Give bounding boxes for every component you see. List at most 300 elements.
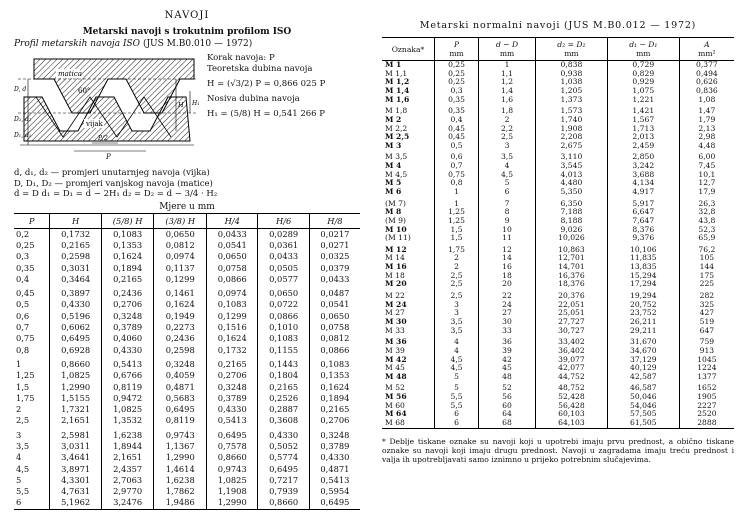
table-cell: 0,9472	[101, 393, 154, 404]
table-cell: 16,376	[535, 272, 607, 281]
table-cell: 0,0541	[207, 240, 258, 251]
column-header: (3/8) H	[154, 213, 207, 228]
table-cell: 18,376	[535, 280, 607, 289]
table-cell: 26,211	[607, 318, 679, 327]
header-unit: mm²	[698, 49, 716, 58]
table-cell: 0,0217	[309, 228, 360, 240]
table-cell: 0,2	[16, 228, 30, 239]
table-cell: 4,134	[607, 179, 679, 188]
matica-label: matica	[58, 70, 82, 78]
thread-designation: M 27	[385, 308, 405, 318]
table-cell: 2	[16, 404, 22, 415]
table-cell: 15,294	[607, 272, 679, 281]
table-cell: 20	[479, 280, 536, 289]
thread-designation: M 36	[385, 337, 407, 347]
table-cell: 0,6928	[50, 344, 101, 355]
table-cell: 2,5981	[50, 427, 101, 441]
table-cell: 0,2887	[258, 404, 309, 415]
header-top: d₂ = D₂	[557, 40, 586, 49]
table-cell: 0,1010	[258, 322, 309, 333]
table-cell: 0,6495	[50, 333, 101, 344]
table-cell: 0,0541	[309, 299, 360, 310]
table-cell: 0,3248	[309, 427, 360, 441]
table-row	[14, 262, 360, 273]
table-cell: 2227	[679, 402, 734, 411]
table-cell: 0,25	[435, 61, 479, 70]
table-cell: 9,376	[607, 234, 679, 243]
table-title: Metarski normalni navoji (JUS M.B0.012 — 1972)	[419, 20, 697, 31]
table-cell: 3,4641	[50, 452, 101, 463]
profile-heading-italic: Profil metarskih navoja ISO	[14, 39, 141, 49]
table-cell: 3,545	[535, 162, 607, 171]
thread-designation: M 1,8	[385, 106, 408, 116]
header-top: Oznaka*	[391, 44, 425, 54]
table-cell: 0,35	[435, 96, 479, 105]
table-cell: 1,5	[16, 381, 30, 392]
table-row	[14, 370, 360, 381]
half-pitch-label: P/2	[98, 135, 108, 142]
table-cell: 1,9486	[154, 497, 207, 509]
table-cell: 1,0825	[101, 404, 154, 415]
table-cell: 4,5	[479, 171, 536, 180]
table-cell: 3	[479, 142, 536, 151]
table-cell: 54,046	[607, 402, 679, 411]
table-cell: 427	[679, 309, 734, 318]
table-cell: 1,25	[435, 208, 479, 217]
definition-line: d = D d₁ = D₁ = d − 2H₁ d₂ = D₂ = d − 3/4 · H₂	[14, 189, 218, 199]
table-cell: 1,4	[479, 87, 536, 96]
table-cell: 60	[479, 402, 536, 411]
header-unit: mm	[499, 49, 515, 58]
table-cell: 0,0650	[154, 228, 207, 240]
thread-designation: M 10	[385, 224, 407, 234]
table-cell: 22	[479, 289, 536, 301]
table-cell: 40,129	[607, 364, 679, 373]
table-cell: 2,850	[607, 150, 679, 162]
table-cell: 5	[479, 179, 536, 188]
table-cell: 0,5196	[50, 311, 101, 322]
table-cell: 2,9770	[101, 486, 154, 497]
table-cell: 0,5	[435, 142, 479, 151]
table-cell: 11	[479, 234, 536, 243]
table-cell: 6	[14, 497, 50, 509]
table-cell: 519	[679, 318, 734, 327]
table-row	[14, 486, 360, 497]
table-cell: 0,45	[435, 124, 479, 133]
table-row	[382, 142, 734, 151]
table-cell: 0,8	[16, 344, 30, 355]
table-cell: 0,0433	[258, 251, 309, 262]
thread-designation: (M 11)	[385, 233, 411, 243]
table-row	[382, 234, 734, 243]
table-cell: 1	[16, 358, 22, 369]
table-cell: 0,8660	[50, 356, 101, 370]
table-cell: 4	[479, 162, 536, 171]
column-header-d	[479, 38, 536, 61]
table-cell: 225	[679, 280, 734, 289]
table-cell: 0,2436	[154, 333, 207, 344]
table-cell: 0,9743	[154, 427, 207, 441]
table-cell: 0,1624	[309, 381, 360, 392]
thread-designation: M 18	[385, 270, 405, 280]
table-cell: 0,1949	[154, 311, 207, 322]
table-cell: 52	[479, 381, 536, 393]
table-cell: 0,1624	[101, 251, 154, 262]
table-cell: 0,6766	[101, 370, 154, 381]
table-cell: 1,08	[679, 96, 734, 105]
thread-designation: M 16	[385, 262, 407, 272]
thread-designation: M 1	[385, 60, 402, 70]
table-cell: 12	[479, 243, 536, 255]
table-row	[382, 61, 734, 70]
table-cell: 2,7063	[101, 475, 154, 486]
table-cell: 0,4	[16, 273, 30, 284]
table-cell: 1,373	[535, 96, 607, 105]
table-cell: 1,2990	[207, 497, 258, 509]
table-cell: 1	[479, 61, 536, 70]
table-cell: 0,938	[535, 70, 607, 79]
thread-designation: M 52	[385, 383, 405, 393]
table-cell: 0,836	[679, 87, 734, 96]
table-cell: 0,3789	[309, 441, 360, 452]
table-cell: 0,5954	[309, 486, 360, 497]
thread-depth-table	[14, 213, 360, 510]
table-cell: 39	[479, 347, 536, 356]
table-row	[382, 327, 734, 336]
header-top: d − D	[495, 40, 519, 49]
table-cell: 14	[479, 254, 536, 263]
table-row	[14, 274, 360, 285]
thread-designation: M 2	[385, 114, 402, 124]
table-cell: 0,5774	[258, 452, 309, 463]
thread-profile-figure	[14, 51, 360, 166]
table-cell: 0,0379	[309, 262, 360, 273]
table-cell: 0,1083	[258, 333, 309, 344]
table-cell: 17,294	[607, 280, 679, 289]
table-cell: 10,026	[535, 234, 607, 243]
table-cell: 8,188	[535, 217, 607, 226]
table-cell: 0,829	[607, 70, 679, 79]
table-cell: 1,1908	[207, 486, 258, 497]
h1-label: H₁	[192, 100, 200, 107]
column-header: H	[50, 213, 101, 228]
table-row	[382, 188, 734, 197]
table-cell: 1,713	[607, 124, 679, 133]
table-cell: 3,5	[16, 440, 30, 451]
table-cell: 0,2706	[309, 415, 360, 426]
table-cell: 4,013	[535, 171, 607, 180]
table-cell: 0,1155	[258, 344, 309, 355]
table-cell: 1,421	[607, 104, 679, 116]
table-row	[14, 404, 360, 415]
table-cell: 0,4330	[50, 299, 101, 310]
table-cell: 3,688	[607, 171, 679, 180]
table-header-row	[14, 213, 360, 228]
table-cell: 1,908	[535, 124, 607, 133]
table-cell: 0,6	[435, 150, 479, 162]
table-cell: 7	[479, 197, 536, 209]
formula-line: Nosiva dubina navoja	[207, 94, 300, 104]
thread-designation: M 20	[385, 279, 407, 289]
table-cell: 27,727	[535, 318, 607, 327]
table-cell: 0,2526	[258, 393, 309, 404]
table-cell: 1,6238	[154, 475, 207, 486]
table-cell: 0,7217	[258, 475, 309, 486]
table-cell: 0,2165	[258, 381, 309, 392]
table-cell: 0,0505	[258, 262, 309, 273]
table-cell: 30	[479, 318, 536, 327]
table-cell: 6,00	[679, 150, 734, 162]
table-row	[14, 285, 360, 299]
table-cell: 2,5	[16, 415, 30, 426]
table-cell: 3,242	[607, 162, 679, 171]
table-cell: 0,7	[16, 322, 30, 333]
header-unit: mm	[636, 49, 651, 58]
table-row	[382, 289, 734, 301]
table-cell: 2	[435, 254, 479, 263]
table-cell: 0,729	[607, 61, 679, 70]
table-cell: 3,8971	[50, 463, 101, 474]
table-cell: 2,013	[607, 133, 679, 142]
table-cell: 0,1137	[154, 262, 207, 273]
table-cell: 50,046	[607, 393, 679, 402]
table-cell: 0,929	[607, 78, 679, 87]
table-cell: 0,1894	[101, 262, 154, 273]
table-cell: 1,5	[435, 226, 479, 235]
table-cell: 29,211	[607, 327, 679, 336]
table-cell: 0,1894	[309, 393, 360, 404]
table-cell: 0,1443	[258, 356, 309, 370]
table-row	[14, 463, 360, 474]
table-cell: 0,8119	[101, 381, 154, 392]
table-cell: 0,4871	[154, 381, 207, 392]
header-top: d₁ − D₁	[629, 40, 658, 49]
thread-designation: M 8	[385, 207, 402, 217]
thread-designation: (M 7)	[385, 198, 406, 208]
table-row	[382, 96, 734, 105]
table-cell: 1905	[679, 393, 734, 402]
table-cell: 0,494	[679, 70, 734, 79]
table-cell: 0,0271	[309, 240, 360, 251]
table-cell: 1,0825	[50, 370, 101, 381]
table-cell: 0,1353	[309, 370, 360, 381]
d-label: D, d	[14, 86, 27, 93]
table-cell: 0,3	[435, 87, 479, 96]
table-row	[382, 280, 734, 289]
table-row	[14, 381, 360, 392]
thread-designation: M 14	[385, 253, 405, 263]
column-header-p	[435, 38, 479, 61]
header-unit: mm	[449, 49, 464, 58]
table-cell: 0,7578	[207, 441, 258, 452]
table-cell: 0,1299	[154, 274, 207, 285]
table-cell: 0,25	[435, 70, 479, 79]
table-cell: 0,0433	[207, 228, 258, 240]
formula-line: H₁ = (5/8) H = 0,541 266 P	[207, 109, 325, 119]
table-cell: 13,835	[607, 263, 679, 272]
table-cell: 22,051	[535, 301, 607, 310]
table-cell: 0,6495	[207, 427, 258, 441]
table-cell: 42,077	[535, 364, 607, 373]
table-cell: 1,79	[679, 116, 734, 125]
table-cell: 5,5	[435, 402, 479, 411]
table-cell: 7,647	[607, 217, 679, 226]
table-cell: 4,3301	[50, 475, 101, 486]
table-cell: 0,45	[16, 288, 35, 299]
table-cell: 1,5155	[50, 393, 101, 404]
table-cell: 1652	[679, 381, 734, 393]
thread-designation: M 12	[385, 244, 407, 254]
table-cell: 0,0325	[309, 251, 360, 262]
table-row	[382, 419, 734, 428]
thread-designation: M 2,2	[385, 123, 408, 133]
table-cell: 0,4330	[207, 404, 258, 415]
table-cell: 0,4	[435, 116, 479, 125]
table-cell: 5	[435, 381, 479, 393]
table-cell: 282	[679, 289, 734, 301]
column-header-oznaka	[382, 38, 435, 61]
table-cell: 0,3464	[50, 274, 101, 285]
table-cell: 57,505	[607, 410, 679, 419]
table-cell: 0,0577	[258, 274, 309, 285]
table-cell: 2	[479, 116, 536, 125]
table-cell: 7,45	[679, 162, 734, 171]
table-cell: 0,0487	[309, 285, 360, 299]
table-cell: 3,2476	[101, 497, 154, 509]
table-cell: 0,35	[435, 104, 479, 116]
table-row	[382, 70, 734, 79]
page-title: NAVOJI	[164, 10, 210, 21]
table-row	[382, 104, 734, 116]
thread-designation: M 39	[385, 345, 405, 355]
table-cell: 0,0812	[154, 240, 207, 251]
table-row	[382, 150, 734, 162]
table-row	[14, 251, 360, 262]
table-cell: 0,5052	[258, 441, 309, 452]
table-cell: 0,7939	[258, 486, 309, 497]
table-cell: 0,0361	[258, 240, 309, 251]
thread-designation: M 6	[385, 186, 402, 196]
table-cell: 0,1461	[154, 285, 207, 299]
units-caption: Mjere u mm	[159, 201, 215, 212]
table-cell: 0,1804	[258, 370, 309, 381]
table-cell: 0,377	[679, 61, 734, 70]
table-cell: 2	[435, 263, 479, 272]
table-cell: 1,25	[435, 217, 479, 226]
table-cell: 0,5683	[154, 393, 207, 404]
table-cell: 0,0974	[207, 285, 258, 299]
table-cell: 3	[435, 301, 479, 310]
table-row	[14, 497, 360, 509]
table-cell: 43,8	[679, 217, 734, 226]
table-cell: 2,1651	[50, 415, 101, 426]
table-cell: 6,350	[535, 197, 607, 209]
table-cell: 1,221	[607, 96, 679, 105]
table-row	[382, 87, 734, 96]
table-cell: 759	[679, 335, 734, 347]
table-cell: 16	[479, 263, 536, 272]
table-cell: 2888	[679, 419, 734, 428]
table-cell: 4,917	[607, 188, 679, 197]
thread-profile-diagram	[14, 51, 204, 163]
table-cell: 6	[435, 419, 479, 428]
table-cell: 1,573	[535, 104, 607, 116]
table-cell: 10,863	[535, 243, 607, 255]
thread-designation: M 22	[385, 291, 405, 301]
table-cell: 45	[479, 364, 536, 373]
table-cell: 1,1367	[154, 441, 207, 452]
table-cell: 0,0758	[309, 322, 360, 333]
table-cell: 2,98	[679, 133, 734, 142]
table-row	[14, 452, 360, 463]
column-header-d1	[607, 38, 679, 61]
table-cell: 1224	[679, 364, 734, 373]
table-cell: 913	[679, 347, 734, 356]
table-cell: 2520	[679, 410, 734, 419]
table-cell: 8	[479, 208, 536, 217]
table-cell: 0,2436	[101, 285, 154, 299]
thread-designation: M 24	[385, 299, 407, 309]
table-cell: 0,4330	[258, 427, 309, 441]
table-row	[382, 133, 734, 142]
table-cell: 2,1651	[101, 452, 154, 463]
table-row	[14, 356, 360, 370]
table-row	[382, 373, 734, 382]
table-cell: 0,5413	[207, 415, 258, 426]
table-cell: 0,0433	[309, 274, 360, 285]
table-cell: 0,0974	[154, 251, 207, 262]
table-cell: 5	[16, 474, 22, 485]
definitions-block	[14, 168, 360, 200]
table-cell: 0,6495	[309, 497, 360, 509]
table-cell: 647	[679, 327, 734, 336]
table-cell: 1,6238	[101, 427, 154, 441]
column-header: H/6	[258, 213, 309, 228]
table-cell: 0,1732	[50, 228, 101, 240]
table-cell: 0,3031	[50, 262, 101, 273]
table-cell: 5,1962	[50, 497, 101, 509]
table-cell: 33,402	[535, 335, 607, 347]
thread-designation: M 1,6	[385, 94, 410, 104]
table-cell: 42,587	[607, 373, 679, 382]
table-cell: 1,3532	[101, 415, 154, 426]
table-cell: 1,1	[479, 70, 536, 79]
table-cell: 0,3248	[154, 356, 207, 370]
table-cell: 1,567	[607, 116, 679, 125]
table-cell: 4,48	[679, 142, 734, 151]
thread-designation: M 4,5	[385, 169, 408, 179]
table-cell: 4,5	[435, 356, 479, 365]
table-cell: 1045	[679, 356, 734, 365]
left-page	[14, 6, 360, 510]
table-cell: 20,376	[535, 289, 607, 301]
table-cell: 0,4330	[101, 344, 154, 355]
thread-designation: M 3	[385, 140, 402, 150]
definition-line: D, D₁, D₂ — promjeri vanjskog navoja (matice)	[14, 178, 213, 189]
table-cell: 0,2273	[154, 322, 207, 333]
profile-heading	[14, 39, 360, 49]
table-cell: 0,838	[535, 61, 607, 70]
table-cell: 0,626	[679, 78, 734, 87]
formula-line: Teoretska dubina navoja	[207, 64, 313, 74]
table-cell: 0,1624	[207, 333, 258, 344]
thread-designation: M 2,5	[385, 132, 410, 142]
table-row	[382, 217, 734, 226]
table-cell: 5,917	[607, 197, 679, 209]
table-cell: 1,7321	[50, 404, 101, 415]
table-cell: 36,402	[535, 347, 607, 356]
table-cell: 0,9743	[207, 463, 258, 474]
